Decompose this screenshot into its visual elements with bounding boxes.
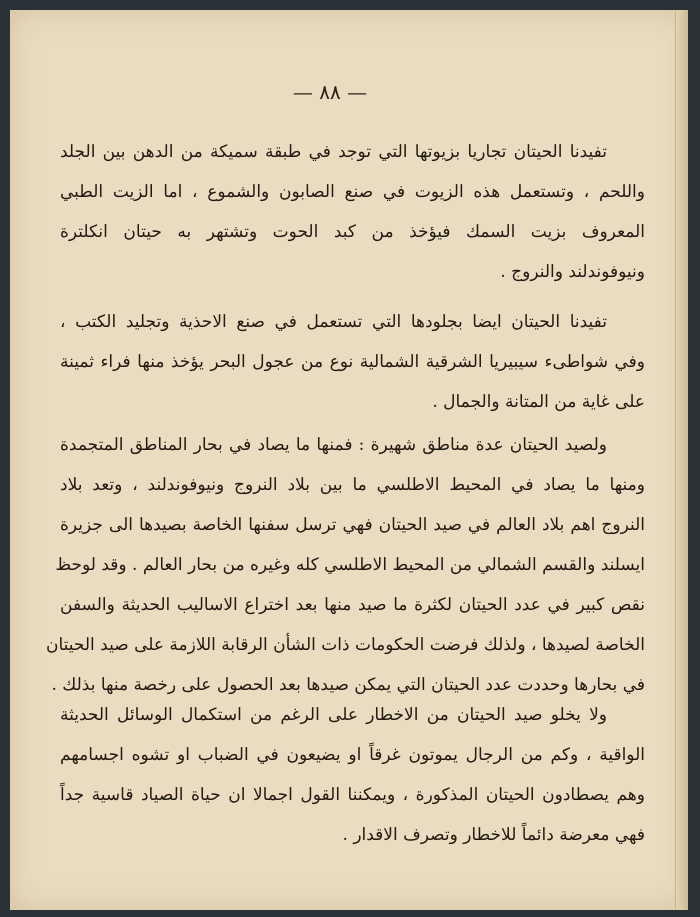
book-page xyxy=(10,10,688,910)
text-line: وهم يصطادون الحيتان المذكورة ، ويمكننا القول اجمالا ان حياة الصياد قاسية جداً xyxy=(60,785,645,805)
text-line: تفيدنا الحيتان ايضا بجلودها التي تستعمل في صنع الاحذية وتجليد الكتب ، xyxy=(60,312,607,332)
text-line: نقص كبير في عدد الحيتان لكثرة ما صيد منها بعد اختراع الاساليب الحديثة والسفن xyxy=(60,595,645,615)
text-line: وفي شواطىء سيبيريا الشرقية الشمالية نوع من عجول البحر يؤخذ منها فراء ثمينة xyxy=(60,352,645,372)
text-line: ولا يخلو صيد الحيتان من الاخطار على الرغم من استكمال الوسائل الحديثة xyxy=(60,705,607,725)
text-line: واللحم ، وتستعمل هذه الزيوت في صنع الصابون والشموع ، اما الزيت الطبي xyxy=(60,182,645,202)
text-line: النروج اهم بلاد العالم في صيد الحيتان فهي ترسل سفنها الخاصة بصيدها الى جزيرة xyxy=(60,515,645,535)
text-line: فهي معرضة دائماً للاخطار وتصرف الاقدار . xyxy=(342,825,645,845)
paragraph-3 xyxy=(45,425,645,705)
page-number: — ٨٨ — xyxy=(292,80,368,104)
text-line: ونيوفوندلند والنروج . xyxy=(500,262,645,282)
paragraph-1 xyxy=(60,132,645,292)
page-edge xyxy=(675,10,688,910)
text-line: المعروف بزيت السمك فيؤخذ من كبد الحوت وتشتهر به حيتان انكلترة xyxy=(60,222,645,242)
paragraph-2 xyxy=(60,302,645,422)
text-line: ولصيد الحيتان عدة مناطق شهيرة : فمنها ما يصاد في بحار المناطق المتجمدة xyxy=(60,435,607,455)
text-line: الخاصة لصيدها ، ولذلك فرضت الحكومات ذات الشأن الرقابة اللازمة على صيد الحيتان xyxy=(45,635,645,655)
paragraph-4 xyxy=(60,695,645,855)
text-line: ايسلند والقسم الشمالي من المحيط الاطلسي كله وغيره من بحار العالم . وقد لوحظ xyxy=(55,555,645,575)
text-line: ومنها ما يصاد في المحيط الاطلسي ما بين بلاد النروج ونيوفوندلند ، وتعد بلاد xyxy=(60,475,645,495)
text-line: الواقية ، وكم من الرجال يموتون غرقاً او يضيعون في الضباب او تشوه اجسامهم xyxy=(60,745,645,765)
text-line: تفيدنا الحيتان تجاريا بزيوتها التي توجد في طبقة سميكة من الدهن بين الجلد xyxy=(60,142,607,162)
text-line: على غاية من المتانة والجمال . xyxy=(432,392,645,412)
text-line: في بحارها وحددت عدد الحيتان التي يمكن صيدها بعد الحصول على رخصة منها بذلك . xyxy=(51,675,645,695)
